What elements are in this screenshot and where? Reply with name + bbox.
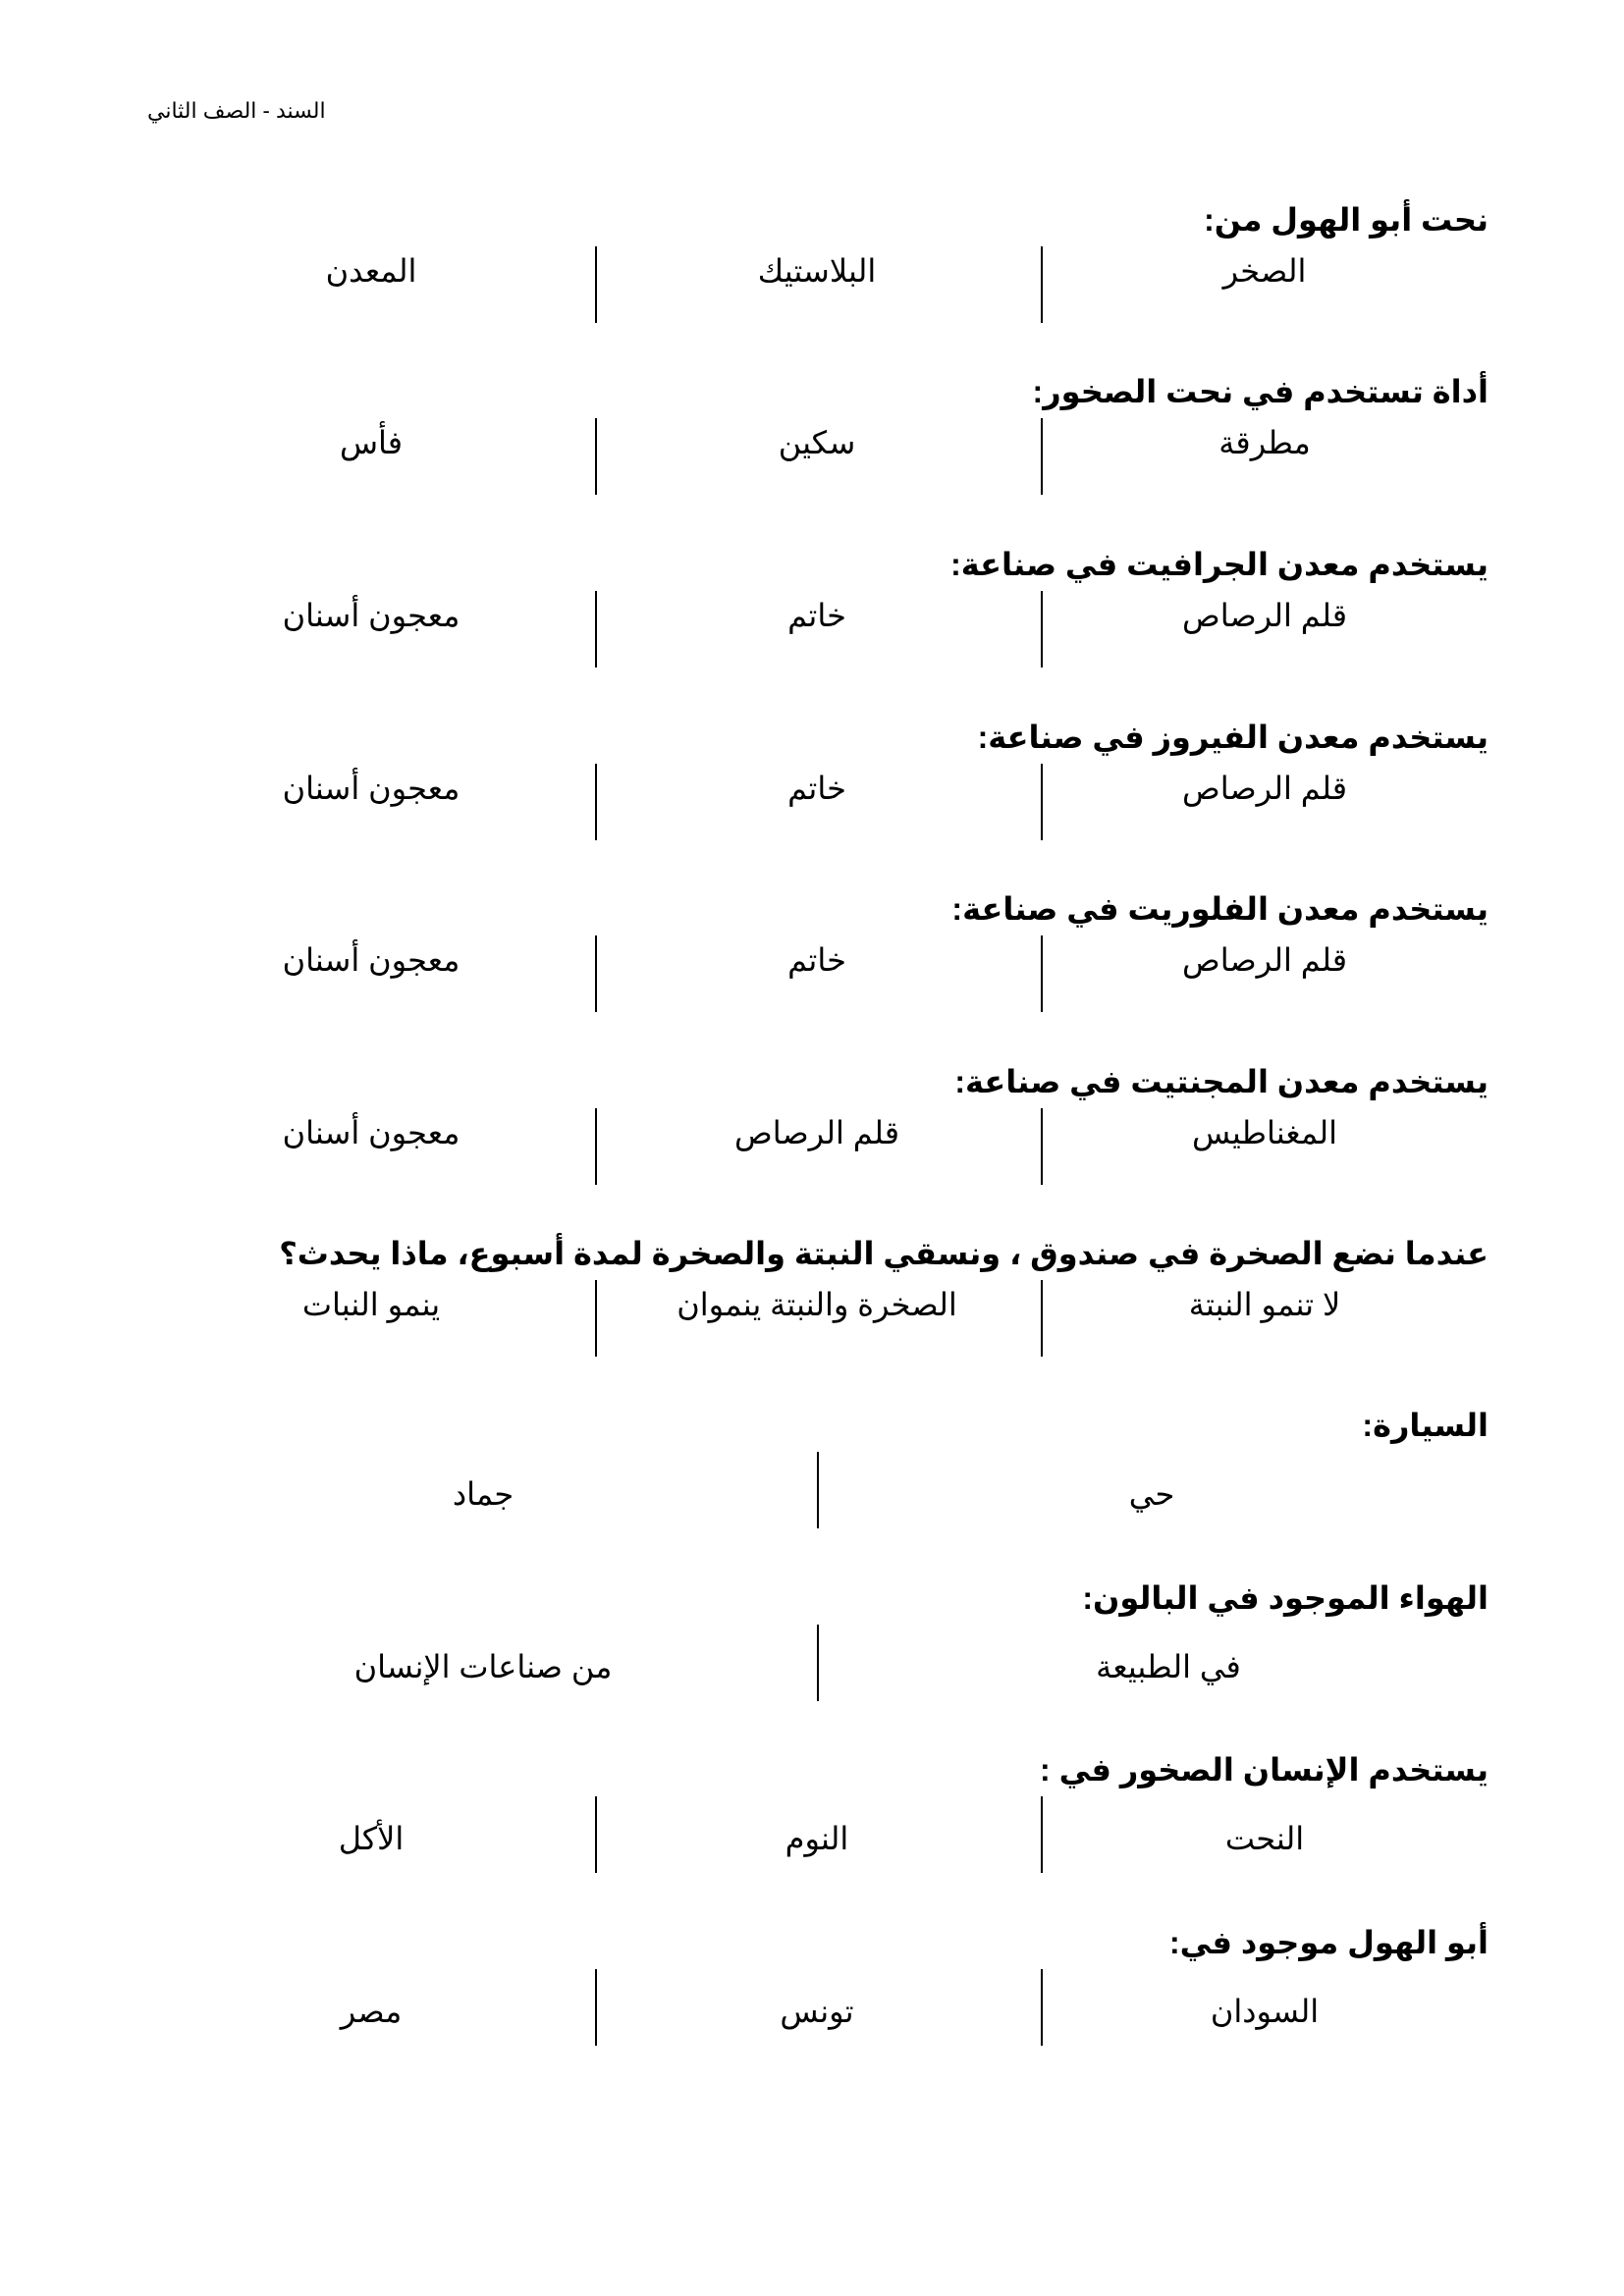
answer-option[interactable]: سكين — [778, 425, 856, 460]
question-block — [0, 890, 1624, 1038]
answer-option[interactable]: في الطبيعة — [1096, 1649, 1241, 1684]
answer-option[interactable]: مصر — [340, 1994, 403, 2029]
question-title: يستخدم الإنسان الصخور في : — [1040, 1752, 1489, 1788]
option-divider — [595, 935, 597, 1012]
option-divider — [1041, 1280, 1043, 1357]
question-title: يستخدم معدن الجرافيت في صناعة: — [950, 547, 1489, 582]
option-divider — [1041, 1969, 1043, 2046]
answer-option[interactable]: الصخرة والنبتة ينموان — [677, 1287, 957, 1322]
question-title: يستخدم معدن الفيروز في صناعة: — [977, 720, 1489, 755]
page-header: السند - الصف الثاني — [147, 98, 326, 123]
answer-option[interactable]: خاتم — [787, 771, 846, 806]
question-block — [0, 1751, 1624, 1898]
answer-option[interactable]: النوم — [785, 1821, 849, 1856]
answer-option[interactable]: معجون أسنان — [282, 598, 460, 633]
question-title: عندما نضع الصخرة في صندوق ، ونسقي النبتة والصخرة لمدة أسبوع، ماذا يحدث؟ — [279, 1236, 1489, 1271]
option-divider — [1041, 1108, 1043, 1185]
answer-option[interactable]: قلم الرصاص — [1182, 598, 1347, 633]
question-block — [0, 201, 1624, 348]
question-block — [0, 1407, 1624, 1554]
question-block — [0, 1235, 1624, 1382]
answer-option[interactable]: تونس — [780, 1994, 854, 2029]
option-divider — [1041, 764, 1043, 840]
answer-option[interactable]: السودان — [1210, 1994, 1320, 2029]
question-title: يستخدم معدن الفلوريت في صناعة: — [951, 891, 1489, 927]
question-title: أداة تستخدم في نحت الصخور: — [1032, 374, 1489, 409]
answer-option[interactable]: قلم الرصاص — [1182, 771, 1347, 806]
option-divider — [817, 1452, 819, 1528]
answer-option[interactable]: معجون أسنان — [282, 1115, 460, 1150]
answer-option[interactable]: من صناعات الإنسان — [353, 1649, 613, 1684]
option-divider — [595, 1280, 597, 1357]
question-title: يستخدم معدن المجنتيت في صناعة: — [954, 1064, 1489, 1099]
answer-option[interactable]: الصخر — [1222, 253, 1307, 289]
answer-option[interactable]: المغناطيس — [1192, 1115, 1337, 1150]
answer-option[interactable]: النحت — [1224, 1821, 1305, 1856]
option-divider — [1041, 1796, 1043, 1873]
option-divider — [595, 1969, 597, 2046]
option-divider — [595, 764, 597, 840]
question-block — [0, 719, 1624, 866]
answer-option[interactable]: ينمو النبات — [301, 1287, 441, 1322]
answer-option[interactable]: البلاستيك — [757, 253, 877, 289]
option-divider — [595, 418, 597, 495]
question-title: الهواء الموجود في البالون: — [1082, 1580, 1489, 1616]
option-divider — [1041, 418, 1043, 495]
answer-option[interactable]: المعدن — [325, 253, 417, 289]
answer-option[interactable]: معجون أسنان — [282, 771, 460, 806]
question-block — [0, 1063, 1624, 1210]
option-divider — [1041, 246, 1043, 323]
option-divider — [1041, 591, 1043, 667]
answer-option[interactable]: خاتم — [787, 942, 846, 978]
answer-option[interactable]: خاتم — [787, 598, 846, 633]
option-divider — [595, 1108, 597, 1185]
option-divider — [595, 1796, 597, 1873]
answer-option[interactable]: جماد — [452, 1476, 514, 1512]
question-block — [0, 1579, 1624, 1727]
question-title: أبو الهول موجود في: — [1168, 1925, 1489, 1960]
option-divider — [595, 246, 597, 323]
question-title: نحت أبو الهول من: — [1204, 202, 1489, 238]
answer-option[interactable]: حي — [1128, 1476, 1175, 1512]
answer-option[interactable]: فأس — [339, 425, 404, 460]
question-title: السيارة: — [1362, 1408, 1489, 1443]
question-block — [0, 1924, 1624, 2071]
answer-option[interactable]: الأكل — [338, 1821, 405, 1856]
answer-option[interactable]: قلم الرصاص — [1182, 942, 1347, 978]
option-divider — [595, 591, 597, 667]
option-divider — [817, 1625, 819, 1701]
answer-option[interactable]: مطرقة — [1218, 425, 1311, 460]
answer-option[interactable]: معجون أسنان — [282, 942, 460, 978]
option-divider — [1041, 935, 1043, 1012]
answer-option[interactable]: لا تنمو النبتة — [1188, 1287, 1341, 1322]
answer-option[interactable]: قلم الرصاص — [734, 1115, 899, 1150]
question-block — [0, 373, 1624, 520]
question-block — [0, 546, 1624, 693]
